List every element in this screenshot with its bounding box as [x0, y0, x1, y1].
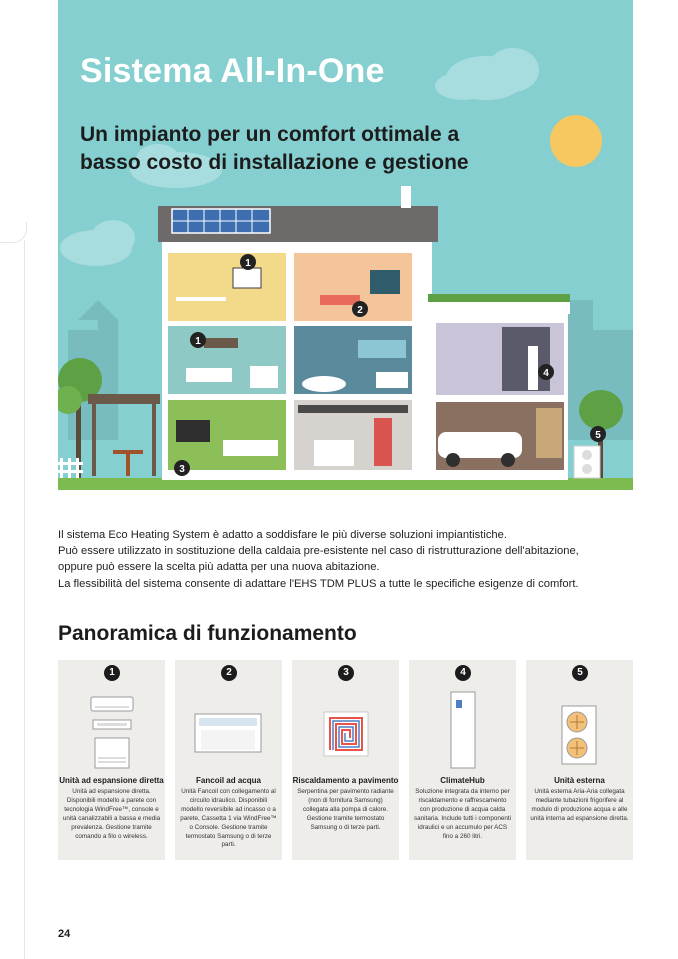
edge-line	[24, 240, 25, 959]
section-title: Panoramica di funzionamento	[58, 622, 357, 645]
card-title: ClimateHub	[440, 776, 485, 785]
card-number: 4	[455, 665, 471, 681]
marker-label: 2	[357, 305, 363, 316]
intro-line: La flessibilità del sistema consente di adattare l'EHS TDM PLUS a tutte le specifiche esigenze di comfort.	[58, 577, 579, 590]
card-title: Unità esterna	[554, 776, 605, 785]
card-description: Unità esterna Aria-Aria collegata mediante tubazioni frigorifere al modulo di produzione acqua e alle unità interna ad espansione diretta.	[530, 788, 629, 822]
card-number: 5	[572, 665, 588, 681]
card-description: Unità Fancoil con collegamento al circuito idraulico. Disponibili modello reversibile ad incasso o a parete, Cassetta 1 via WindFree™ o Console. Gestione tramite termostato Samsung o di terze parti.	[180, 788, 277, 849]
card-number: 2	[221, 665, 237, 681]
climatehub	[528, 346, 538, 390]
hero-subtitle: Un impianto per un comfort ottimale a basso costo di installazione e gestione	[80, 123, 469, 174]
page-number: 24	[58, 928, 71, 940]
fancoil-icon	[175, 688, 282, 774]
card-climatehub	[409, 660, 516, 860]
card-description: Unità ad espansione diretta. Disponibili modello a parete con tecnologia WindFree™, console e unità canalizzabili a bassa e media prevalenza. Gestione tramite comando a filo o wireless.	[62, 788, 161, 840]
marker-label: 1	[245, 258, 251, 269]
marker-label: 1	[195, 336, 201, 347]
intro-text	[58, 527, 633, 592]
card-title: Riscaldamento a pavimento	[292, 776, 399, 785]
intro-line: oppure può essere la scelta più adatta per una nuova abitazione.	[58, 561, 380, 574]
marker-label: 5	[595, 430, 601, 441]
card-number: 3	[338, 665, 354, 681]
card-floor-heating	[292, 660, 399, 860]
climatehub-icon	[409, 688, 516, 774]
card-title: Fancoil ad acqua	[196, 776, 261, 785]
marker-label: 3	[179, 464, 185, 475]
outdoor-unit-icon	[526, 688, 633, 774]
roof-garden	[428, 294, 570, 302]
hero-title: Sistema All-In-One	[80, 52, 385, 90]
marker-label: 4	[543, 368, 549, 379]
card-direct-expansion	[58, 660, 165, 860]
floor-heating-icon	[292, 688, 399, 774]
card-description: Soluzione integrata da interno per riscaldamento e raffrescamento con produzione di acqua calda sanitaria. Include tutti i componenti idraulici e un accumulo per ACS fino a 260 litri.	[414, 788, 511, 840]
chimney	[401, 186, 411, 208]
intro-line: Il sistema Eco Heating System è adatto a soddisfare le più diverse soluzioni impiantistiche.	[58, 529, 507, 541]
sun-icon	[550, 115, 602, 167]
overview-cards	[58, 660, 633, 860]
card-number: 1	[104, 665, 120, 681]
card-description: Serpentina per pavimento radiante (non di fornitura Samsung) collegata alla pompa di calore. Gestione tramite termostato Samsung o di terze parti.	[297, 788, 394, 831]
edge-curve	[0, 222, 27, 243]
card-outdoor-unit	[526, 660, 633, 860]
card-fancoil	[175, 660, 282, 860]
hero-illustration	[58, 0, 633, 490]
card-title: Unità ad espansione diretta	[59, 776, 164, 785]
indoor-unit-icon	[58, 688, 165, 774]
room-office	[168, 253, 286, 321]
intro-line: Può essere utilizzato in sostituzione della caldaia pre-esistente nel caso di ristrutturazione dell'abitazione,	[58, 545, 579, 558]
